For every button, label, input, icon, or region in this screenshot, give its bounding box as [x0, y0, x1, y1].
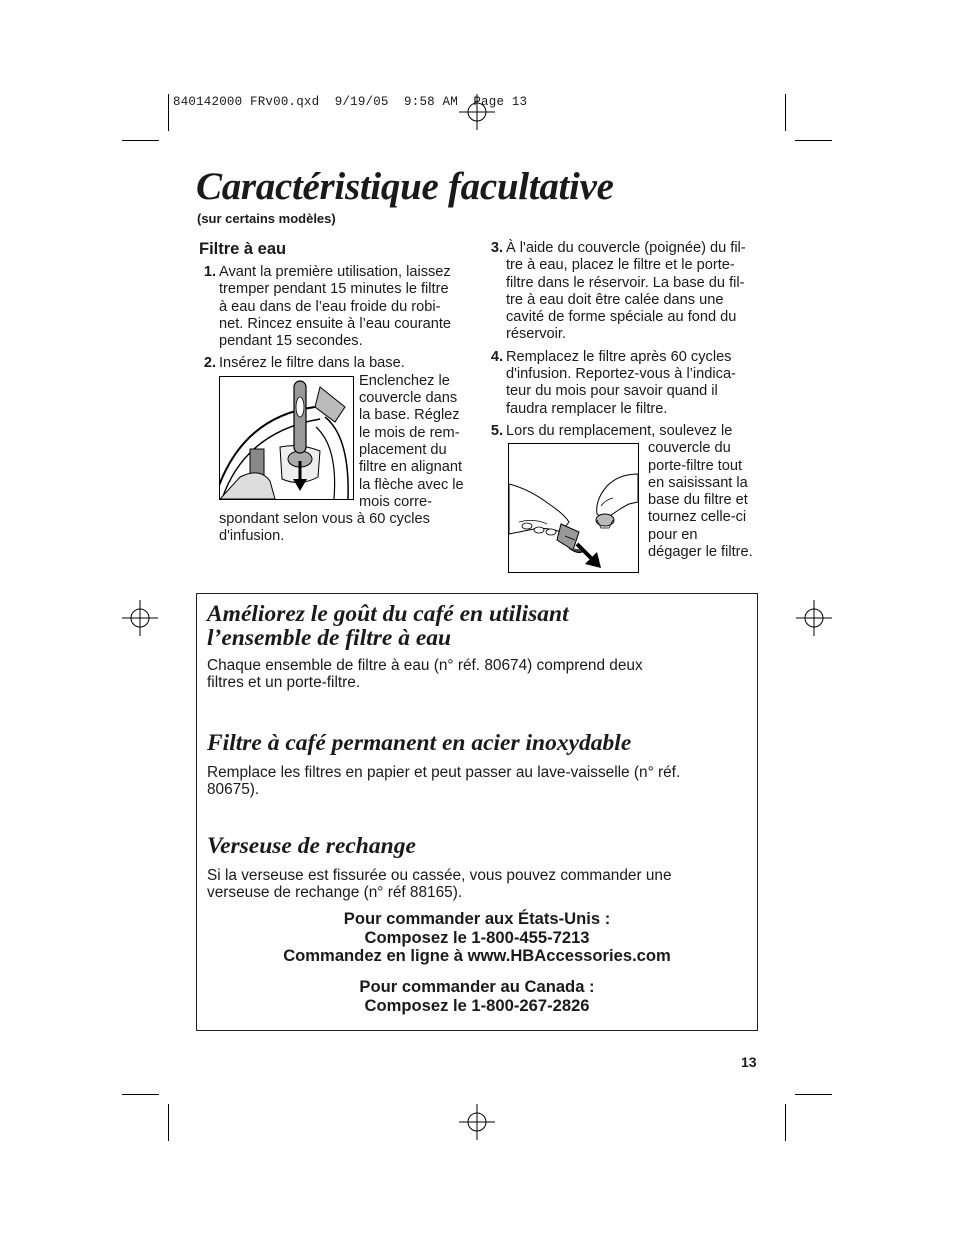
text-line: tre à eau, placez le filtre et le porte-: [506, 257, 735, 274]
text-line: base du filtre et: [648, 492, 748, 509]
order-line: Pour commander au Canada :: [359, 977, 595, 996]
text-line: la base. Réglez: [359, 407, 460, 424]
text-line: pendant 15 secondes.: [219, 333, 363, 350]
heading-line: Verseuse de rechange: [207, 833, 416, 859]
section-heading: [207, 602, 569, 650]
text-line: d'infusion. Reportez-vous à l’indica-: [506, 366, 736, 383]
text-line: Si la verseuse est fissurée ou cassée, vous pouvez commander une: [207, 867, 672, 884]
text-line: Insérez le filtre dans la base.: [219, 355, 405, 372]
text-line: À l'aide du couvercle (poignée) du fil-: [506, 240, 746, 256]
text-line: filtre en alignant: [359, 459, 463, 476]
text-line: filtre dans le réservoir. La base du fil-: [506, 274, 745, 291]
text-line: Enclenchez le: [359, 372, 450, 389]
filter-removal-illustration: [508, 443, 639, 573]
text-line: d'infusion.: [219, 528, 285, 545]
step-text: [506, 423, 758, 573]
text-line: à eau dans de l’eau froide du robi-: [219, 298, 441, 315]
text-line: porte-filtre tout: [648, 457, 743, 474]
text-line: spondant selon vous à 60 cycles: [219, 511, 430, 528]
order-info-canada: [197, 978, 757, 1015]
text-line: en saisissant la: [648, 474, 748, 491]
order-info-us: [197, 910, 757, 966]
heading-line: Filtre à café permanent en acier inoxydable: [207, 730, 632, 756]
text-line: Remplacez le filtre après 60 cycles: [506, 348, 732, 365]
text-line: Lors du remplacement, soulevez le: [506, 422, 733, 439]
crop-mark: [795, 140, 832, 141]
section-text: [207, 764, 680, 798]
text-line: teur du mois pour savoir quand il: [506, 383, 718, 400]
step-1: [196, 264, 468, 350]
page-title: Caractéristique facultative: [196, 165, 614, 208]
text-line: couvercle du: [648, 440, 731, 457]
section-heading: [207, 834, 416, 858]
step-number: 3.: [490, 240, 503, 256]
text-line: tournez celle-ci: [648, 509, 747, 526]
text-line: filtres et un porte-filtre.: [207, 674, 361, 691]
text-line: Remplace les filtres en papier et peut passer au lave-vaisselle (n° réf.: [207, 764, 681, 781]
text-line: couvercle dans: [359, 390, 458, 407]
text-line: tremper pendant 15 minutes le filtre: [219, 281, 449, 298]
section-heading: [207, 731, 631, 755]
order-line: Composez le 1-800-267-2826: [364, 995, 590, 1015]
text-line: net. Rincez ensuite à l’eau courante: [219, 315, 452, 332]
step-5: [483, 423, 758, 573]
text-line: 80675).: [207, 781, 260, 798]
registration-mark-icon: [796, 600, 832, 636]
step-3: [483, 240, 758, 344]
text-line: Avant la première utilisation, laissez: [219, 264, 451, 280]
step-number: 2.: [203, 355, 216, 372]
step-number: 5.: [490, 422, 503, 439]
registration-mark-icon: [122, 600, 158, 636]
section-heading: Filtre à eau: [199, 240, 287, 258]
instructions-left-column: [196, 240, 468, 551]
crop-mark: [168, 94, 169, 131]
filter-in-base-illustration: [219, 376, 354, 500]
step-number: 4.: [490, 348, 503, 365]
text-line: dégager le filtre.: [648, 544, 753, 561]
section-text: [207, 867, 672, 901]
accessories-box: [196, 593, 758, 1031]
text-line: mois corre-: [359, 493, 432, 510]
step-text: [506, 240, 758, 344]
order-line: Composez le 1-800-455-7213: [364, 927, 590, 947]
text-line: faudra remplacer le filtre.: [506, 400, 668, 417]
heading-line: l’ensemble de filtre à eau: [207, 625, 452, 651]
step-text: [506, 349, 758, 418]
registration-mark-icon: [459, 1104, 495, 1140]
step-text: [219, 264, 468, 350]
crop-mark: [785, 94, 786, 131]
step-text: [219, 355, 468, 545]
order-line: Commandez en ligne à www.HBAccessories.com: [283, 946, 671, 966]
text-line: placement du: [359, 441, 447, 458]
crop-mark: [785, 1104, 786, 1141]
instructions-right-column: [483, 240, 758, 578]
text-line: verseuse de rechange (n° réf 88165).: [207, 884, 463, 901]
crop-mark: [122, 140, 159, 141]
text-line: cavité de forme spéciale au fond du: [506, 309, 737, 326]
text-line: la flèche avec le: [359, 476, 464, 493]
step-4: [483, 349, 758, 418]
crop-mark: [795, 1094, 832, 1095]
crop-mark: [122, 1094, 159, 1095]
heading-line: Améliorez le goût du café en utilisant: [207, 601, 569, 627]
text-line: pour en: [648, 526, 698, 543]
text-line: Chaque ensemble de filtre à eau (n° réf. 80674) comprend deux: [207, 657, 643, 674]
crop-mark: [168, 1104, 169, 1141]
section-text: [207, 657, 643, 691]
page-number: 13: [741, 1054, 757, 1070]
step-number: 1.: [203, 264, 216, 280]
step-2: [196, 355, 468, 545]
page-subtitle: (sur certains modèles): [197, 211, 336, 226]
text-line: le mois de rem-: [359, 424, 460, 441]
text-line: tre à eau doit être calée dans une: [506, 291, 724, 308]
printer-slug: 840142000 FRv00.qxd 9/19/05 9:58 AM Page 13: [173, 95, 528, 109]
registration-mark-icon: [459, 94, 495, 130]
text-line: réservoir.: [506, 326, 567, 343]
order-line: Pour commander aux États-Unis :: [343, 909, 611, 928]
